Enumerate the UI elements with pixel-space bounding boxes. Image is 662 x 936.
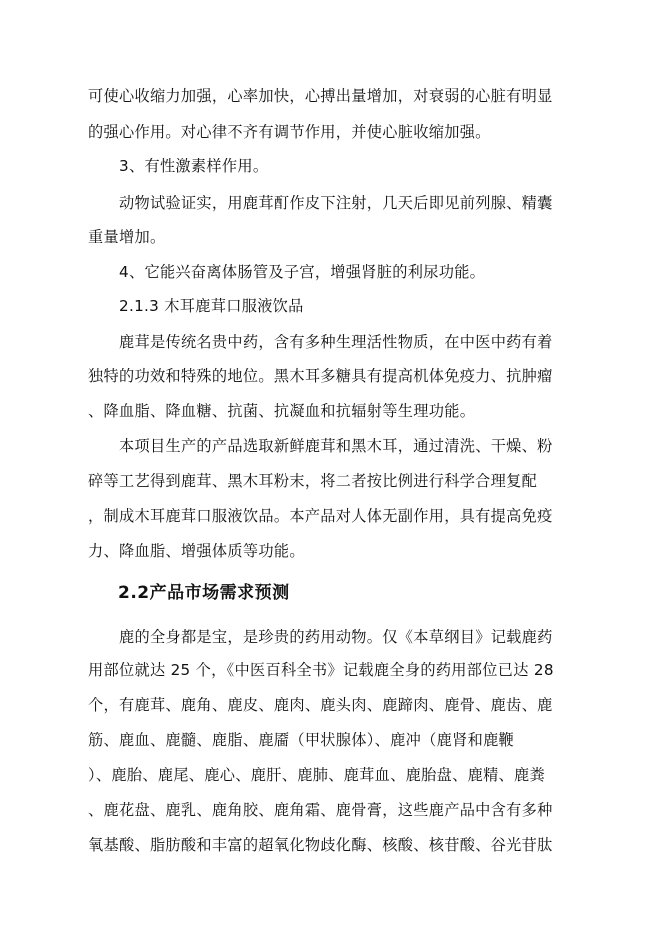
paragraph-line: 氧基酸、脂肪酸和丰富的超氧化物歧化酶、核酸、核苷酸、谷光苷肽 <box>88 836 553 854</box>
subsection-title: 2.1.3 木耳鹿茸口服液饮品 <box>119 297 304 315</box>
list-item-3: 3、有性激素样作用。 <box>119 157 269 175</box>
paragraph-line: 动物试验证实，用鹿茸酊作皮下注射，几天后即见前列腺、精囊 <box>119 194 553 212</box>
paragraph-line: 鹿茸是传统名贵中药，含有多种生理活性物质，在中医中药有着 <box>119 333 553 351</box>
paragraph-line: 筋、鹿血、鹿髓、鹿脂、鹿靥（甲状腺体）、鹿冲（鹿肾和鹿鞭 <box>88 731 515 749</box>
paragraph-line: 重量增加。 <box>88 228 166 246</box>
paragraph-line: 可使心收缩力加强，心率加快，心搏出量增加，对衰弱的心脏有明显 <box>88 87 553 105</box>
paragraph-line: 、降血脂、降血糖、抗菌、抗凝血和抗辐射等生理功能。 <box>88 402 476 420</box>
paragraph-line: 、鹿花盘、鹿乳、鹿角胶、鹿角霜、鹿骨膏，这些鹿产品中含有多种 <box>88 801 553 819</box>
list-item-4: 4、它能兴奋离体肠管及子宫，增强肾脏的利尿功能。 <box>119 263 486 281</box>
section-heading: 2.2产品市场需求预测 <box>118 583 290 603</box>
paragraph-line: 本项目生产的产品选取新鲜鹿茸和黑木耳，通过清洗、干燥、粉 <box>119 437 553 455</box>
paragraph-line: 鹿的全身都是宝，是珍贵的药用动物。仅《本草纲目》记载鹿药 <box>119 628 553 646</box>
paragraph-line: 的强心作用。对心律不齐有调节作用，并使心脏收缩加强。 <box>88 123 491 141</box>
paragraph-line: 碎等工艺得到鹿茸、黑木耳粉末，将二者按比例进行科学合理复配 <box>88 472 538 490</box>
paragraph-line: ，制成木耳鹿茸口服液饮品。本产品对人体无副作用，具有提高免疫 <box>88 507 553 525</box>
paragraph-line: 个，有鹿茸、鹿角、鹿皮、鹿肉、鹿头肉、鹿蹄肉、鹿骨、鹿齿、鹿 <box>88 696 553 714</box>
paragraph-line: ）、鹿胎、鹿尾、鹿心、鹿肝、鹿肺、鹿茸血、鹿胎盘、鹿精、鹿粪 <box>88 766 546 784</box>
paragraph-line: 独特的功效和特殊的地位。黑木耳多糖具有提高机体免疫力、抗肿瘤 <box>88 367 553 385</box>
paragraph-line: 用部位就达 25 个，《中医百科全书》记载鹿全身的药用部位已达 28 <box>88 661 554 679</box>
paragraph-line: 力、降血脂、增强体质等功能。 <box>88 542 305 560</box>
